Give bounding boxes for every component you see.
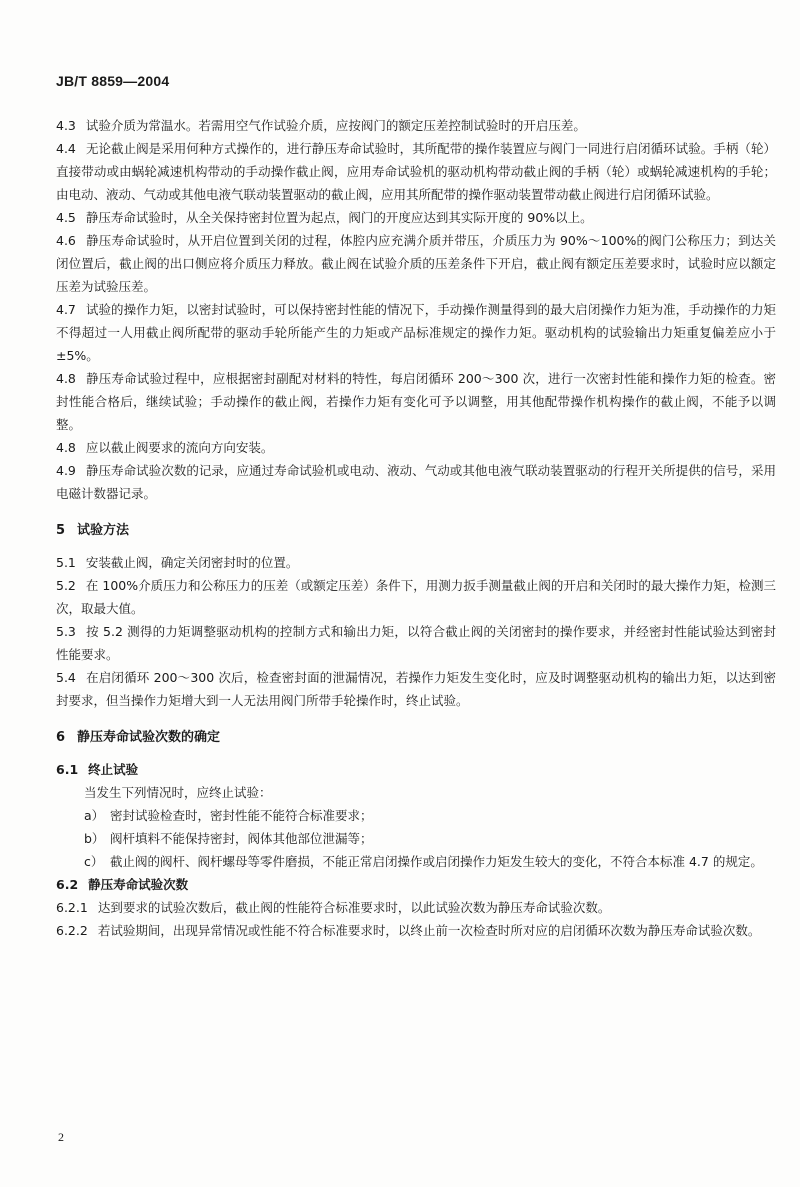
clause-5-3 [56, 620, 776, 666]
list-text: 截止阀的阀杆、阀杆螺母等零件磨损，不能正常启闭操作或启闭操作力矩发生较大的变化，不符合本标准 4.7 的规定。 [110, 854, 763, 869]
clause-title: 静压寿命试验次数 [88, 877, 189, 892]
clause-text: 按 5.2 测得的力矩调整驱动机构的控制方式和输出力矩，以符合截止阀的关闭密封的操作要求，并经密封性能试验达到密封性能要求。 [56, 624, 776, 662]
list-item-b [84, 827, 776, 850]
clause-number: 4.6 [56, 233, 76, 248]
clause-number: 4.8 [56, 440, 76, 455]
clause-4-8 [56, 367, 776, 436]
clause-text: 应以截止阀要求的流向方向安装。 [85, 440, 274, 455]
clause-text: 达到要求的试验次数后，截止阀的性能符合标准要求时，以此试验次数为静压寿命试验次数。 [97, 900, 611, 915]
clause-4-5 [56, 206, 776, 229]
clause-text: 试验的操作力矩，以密封试验时，可以保持密封性能的情况下，手动操作测量得到的最大启闭操作力矩为准，手动操作的力矩不得超过一人用截止阀所配带的驱动手轮所能产生的力矩或产品标准规定的操作力矩。驱动机构的试验输出力矩重复偏差应小于±5%。 [56, 302, 776, 363]
list-text: 密封试验检查时，密封性能不能符合标准要求； [110, 808, 373, 823]
clause-number: 4.7 [56, 302, 76, 317]
clause-number: 5.1 [56, 555, 76, 570]
section-5-heading [56, 519, 776, 543]
clause-number: 5.4 [56, 670, 76, 685]
clause-5-1 [56, 551, 776, 574]
clause-text: 若试验期间，出现异常情况或性能不符合标准要求时，以终止前一次检查时所对应的启闭循环次数为静压寿命试验次数。 [97, 923, 761, 938]
section-number: 6 [56, 730, 66, 745]
clause-number: 6.2.1 [56, 900, 88, 915]
document-body [56, 114, 776, 942]
clause-text: 安装截止阀，确定关闭密封时的位置。 [85, 555, 299, 570]
clause-number: 4.4 [56, 141, 76, 156]
clause-5-2 [56, 574, 776, 620]
clause-text: 在启闭循环 200～300 次后，检查密封面的泄漏情况，若操作力矩发生变化时，应及时调整驱动机构的输出力矩，以达到密封要求，但当操作力矩增大到一人无法用阀门所带手轮操作时，终止试验。 [56, 670, 776, 708]
page-number: 2 [58, 1130, 64, 1144]
clause-number: 4.3 [56, 118, 76, 133]
clause-6-1-intro: 当发生下列情况时，应终止试验： [84, 785, 272, 800]
clause-4-4 [56, 137, 776, 206]
clause-6-1-heading [56, 758, 776, 781]
document-code: JB/T 8859—2004 [56, 73, 170, 89]
clause-text: 试验介质为常温水。若需用空气作试验介质，应按阀门的额定压差控制试验时的开启压差。 [85, 118, 586, 133]
clause-number: 6.2 [56, 877, 79, 892]
list-text: 阀杆填料不能保持密封，阀体其他部位泄漏等； [110, 831, 373, 846]
clause-text: 静压寿命试验过程中，应根据密封副配对材料的特性，每启闭循环 200～300 次，进行一次密封性能和操作力矩的检查。密封性能合格后，继续试验；手动操作的截止阀，若操作力矩有变化可予以调整，用其他配带操作机构操作的截止阀，不能予以调整。 [56, 371, 776, 432]
clause-text: 静压寿命试验时，从开启位置到关闭的过程，体腔内应充满介质并带压，介质压力为 90%～100%的阀门公称压力；到达关闭位置后，截止阀的出口侧应将介质压力释放。截止阀在试验介质的压差条件下开启，截止阀有额定压差要求时，试验时应以额定压差为试验压差。 [56, 233, 776, 294]
section-6-heading [56, 726, 776, 750]
list-item-c [84, 850, 776, 873]
clause-number: 5.3 [56, 624, 76, 639]
clause-number: 4.5 [56, 210, 76, 225]
clause-4-6 [56, 229, 776, 298]
list-marker: a） [84, 808, 105, 823]
list-marker: c） [84, 854, 104, 869]
section-number: 5 [56, 523, 66, 538]
clause-4-8-install [56, 436, 776, 459]
clause-6-2-heading [56, 873, 776, 896]
clause-text: 在 100%介质压力和公称压力的压差（或额定压差）条件下，用测力扳手测量截止阀的开启和关闭时的最大操作力矩，检测三次，取最大值。 [56, 578, 776, 616]
clause-4-9 [56, 459, 776, 505]
clause-6-2-2 [56, 919, 776, 942]
list-marker: b） [84, 831, 105, 846]
clause-number: 4.8 [56, 371, 76, 386]
clause-4-3 [56, 114, 776, 137]
section-title: 静压寿命试验次数的确定 [77, 730, 221, 745]
list-item-a [84, 804, 776, 827]
section-title: 试验方法 [77, 523, 130, 538]
clause-text: 无论截止阀是采用何种方式操作的，进行静压寿命试验时，其所配带的操作装置应与阀门一同进行启闭循环试验。手柄（轮）直接带动或由蜗轮减速机构带动的手动操作截止阀，应用寿命试验机的驱动机构带动截止阀的手柄（轮）或蜗轮减速机构的手轮；由电动、液动、气动或其他电液气联动装置驱动的截止阀，应用其所配带的操作驱动装置带动截止阀进行启闭循环试验。 [56, 141, 776, 202]
clause-title: 终止试验 [88, 762, 139, 777]
clause-number: 6.2.2 [56, 923, 88, 938]
clause-4-7 [56, 298, 776, 367]
clause-6-2-1 [56, 896, 776, 919]
clause-text: 静压寿命试验时，从全关保持密封位置为起点，阀门的开度应达到其实际开度的 90%以上。 [85, 210, 593, 225]
clause-number: 4.9 [56, 463, 76, 478]
clause-number: 5.2 [56, 578, 76, 593]
clause-5-4 [56, 666, 776, 712]
clause-text: 静压寿命试验次数的记录，应通过寿命试验机或电动、液动、气动或其他电液气联动装置驱动的行程开关所提供的信号，采用电磁计数器记录。 [56, 463, 776, 501]
clause-number: 6.1 [56, 762, 79, 777]
